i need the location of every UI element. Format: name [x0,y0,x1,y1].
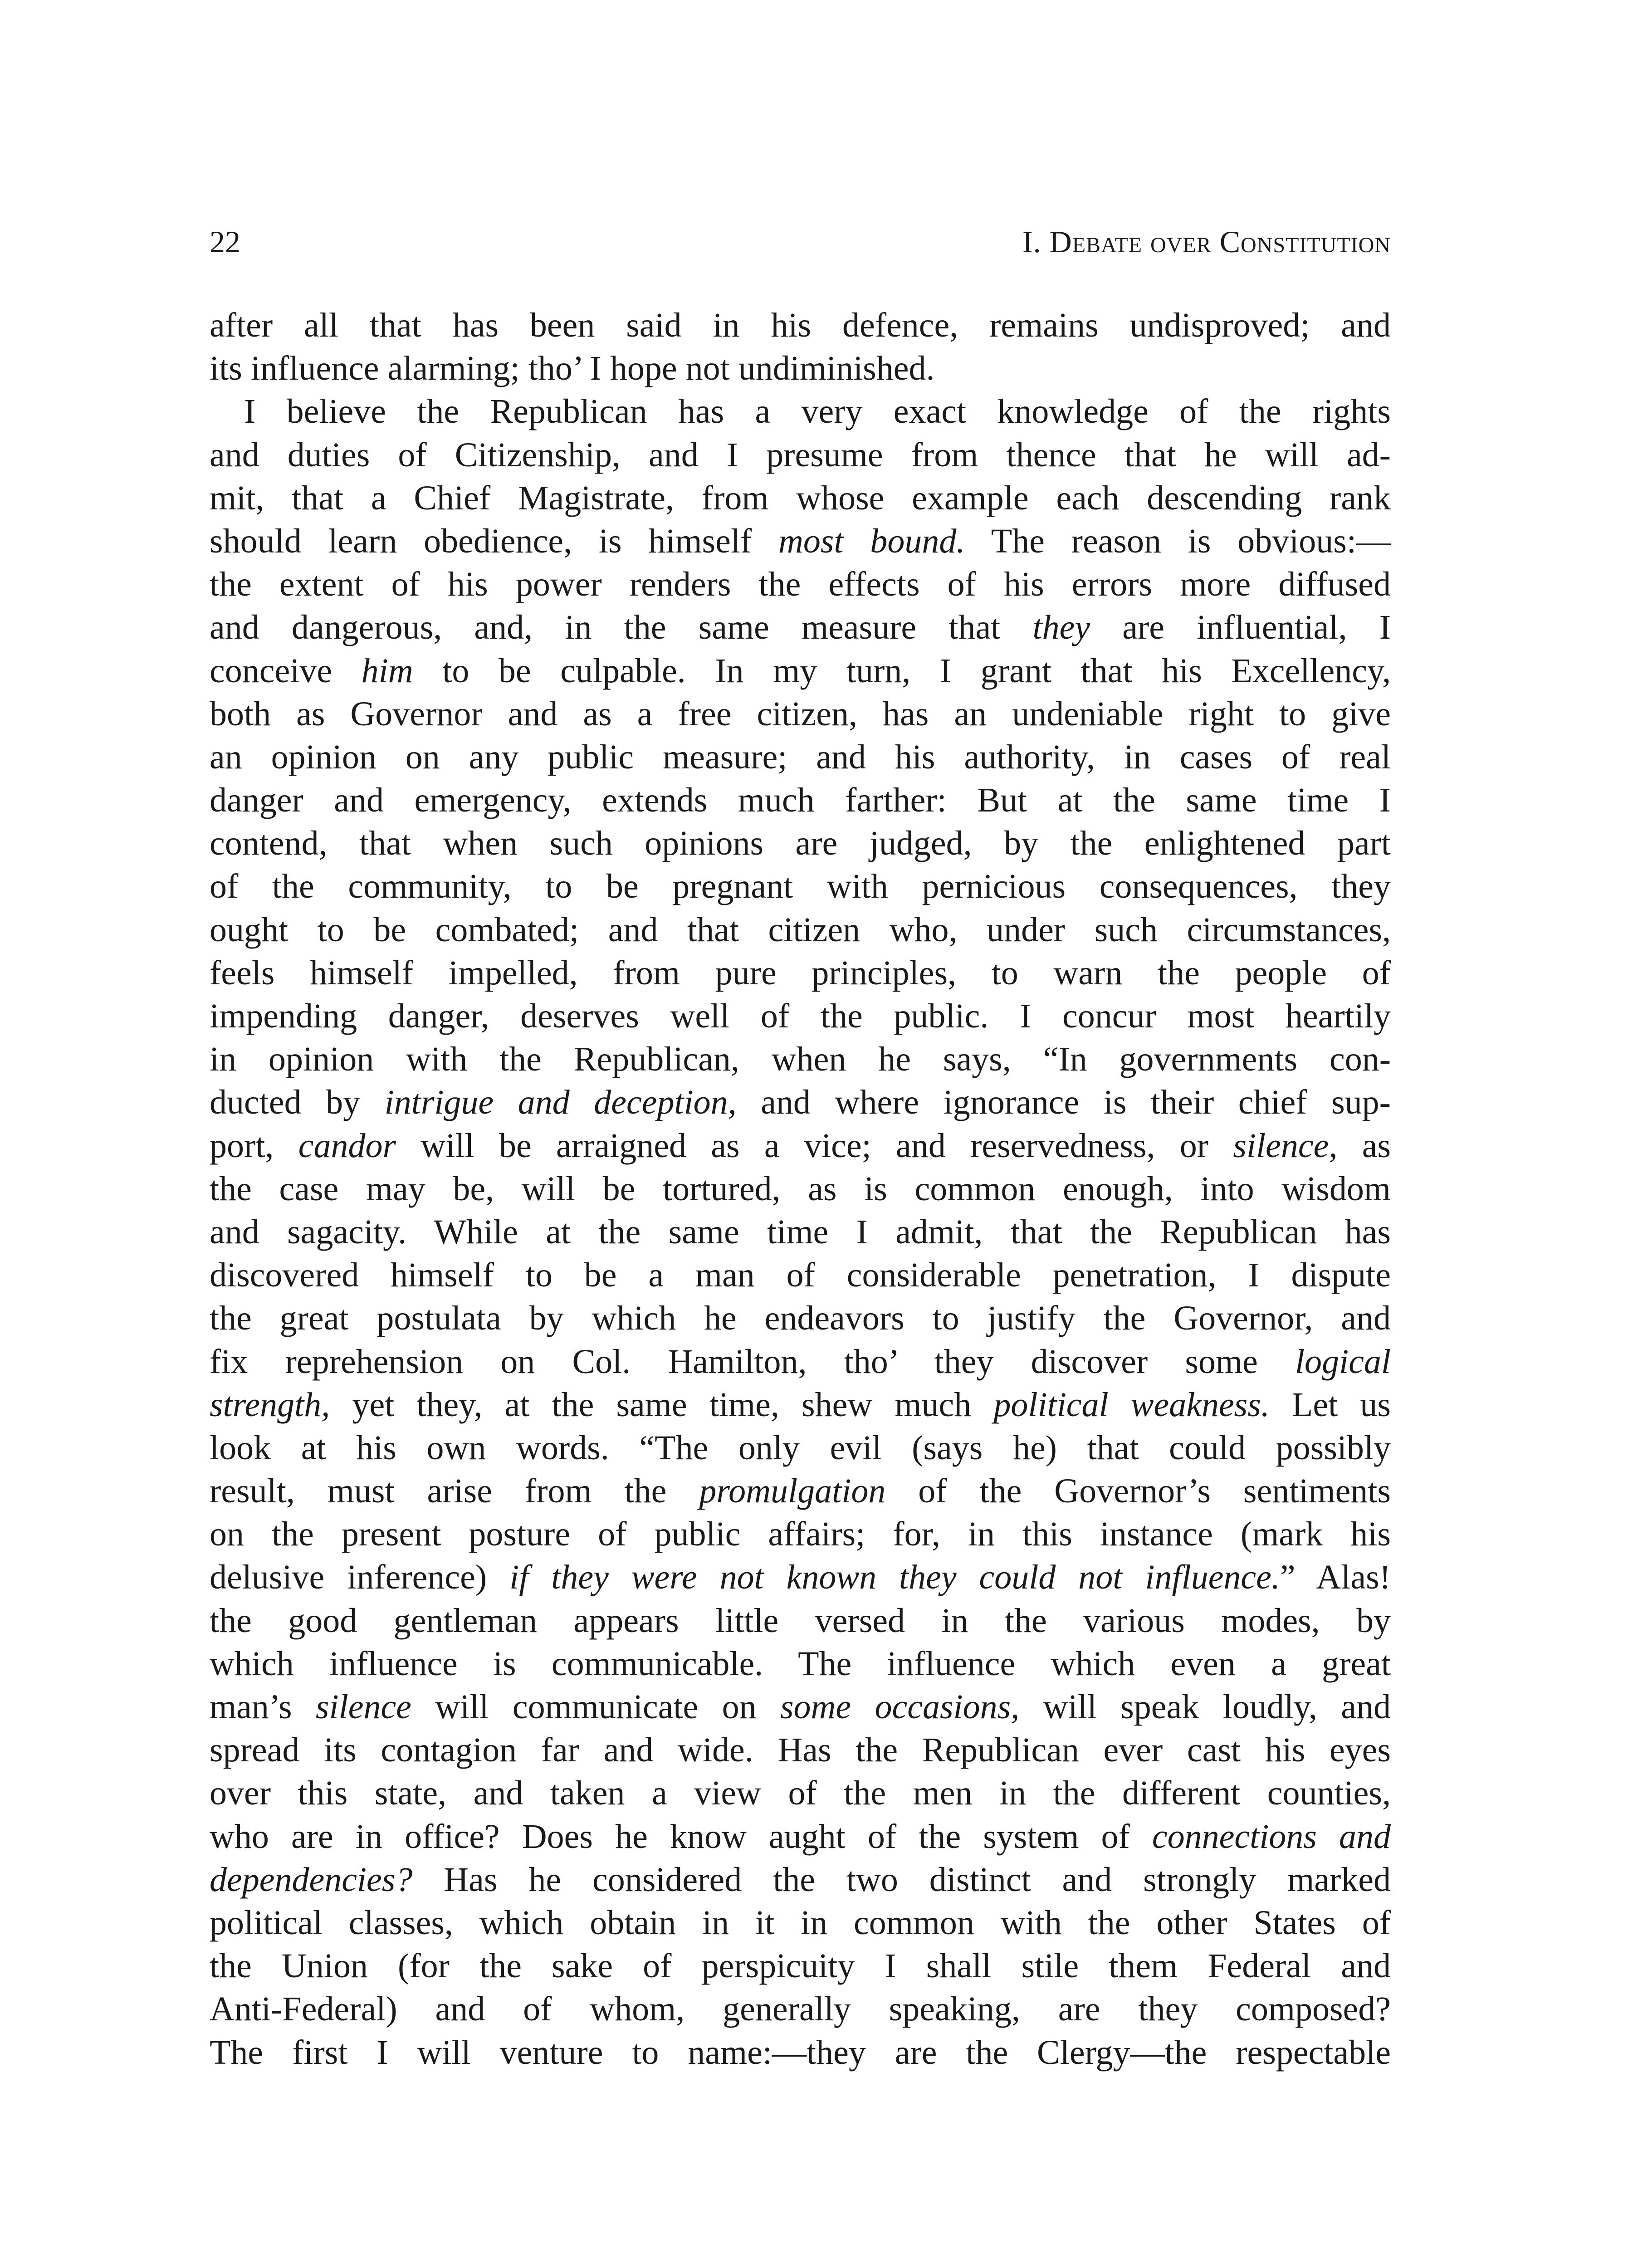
text-line: conceive him to be culpable. In my turn, I grant that his Excellency, [210,651,1391,690]
text-line: port, candor will be arraigned as a vice; and reservedness, or silence, as [210,1126,1391,1165]
text-line: the good gentleman appears little versed in the various modes, by [210,1601,1391,1640]
text-line: contend, that when such opinions are judged, by the enlightened part [210,824,1391,863]
text-line: the extent of his power renders the effects of his errors more diffused [210,565,1391,604]
text-line: spread its contagion far and wide. Has the Republican ever cast his eyes [210,1731,1391,1769]
text-line: delusive inference) if they were not known they could not influence.” Alas! [210,1558,1391,1597]
italic-text: candor [298,1126,396,1165]
text-line: Anti-Federal) and of whom, generally speaking, are they composed? [210,1990,1391,2028]
italic-text: him [361,651,413,690]
italic-text: strength, [210,1385,330,1424]
text-line: the great postulata by which he endeavors to justify the Governor, and [210,1299,1391,1338]
italic-text: intrigue and deception, [384,1083,737,1122]
text-line: on the present posture of public affairs; for, in this instance (mark his [210,1515,1391,1554]
text-line: of the community, to be pregnant with pernicious consequences, they [210,867,1391,906]
text-line: and duties of Citizenship, and I presume from thence that he will ad- [210,435,1391,474]
text-line: strength, yet they, at the same time, shew much political weakness. Let us [210,1385,1391,1424]
italic-text: if they were not known they could not influence. [509,1558,1280,1597]
text-line: political classes, which obtain in it in common with the other States of [210,1903,1391,1942]
italic-text: connections and [1152,1817,1391,1856]
text-line: dependencies? Has he considered the two distinct and strongly marked [210,1860,1391,1899]
running-head [210,221,1391,262]
text-line: which influence is communicable. The influence which even a great [210,1644,1391,1683]
text-line: fix reprehension on Col. Hamilton, tho’ they discover some logical [210,1342,1391,1381]
text-line: should learn obedience, is himself most bound. The reason is obvious:— [210,522,1391,560]
text-line: in opinion with the Republican, when he says, “In governments con- [210,1040,1391,1079]
text-line: the case may be, will be tortured, as is common enough, into wisdom [210,1169,1391,1208]
text-line: look at his own words. “The only evil (says he) that could possibly [210,1428,1391,1467]
italic-text: most bound. [778,522,965,560]
text-line: impending danger, deserves well of the public. I concur most heartily [210,997,1391,1035]
italic-text: some occasions, [780,1688,1020,1726]
text-line: an opinion on any public measure; and his authority, in cases of real [210,738,1391,776]
page-number: 22 [210,225,240,259]
italic-text: dependencies? [210,1860,413,1899]
italic-text: silence, [1233,1126,1338,1165]
text-line: result, must arise from the promulgation of the Governor’s sentiments [210,1472,1391,1510]
text-line: its influence alarming; tho’ I hope not undiminished. [210,349,935,388]
text-line: danger and emergency, extends much farther: But at the same time I [210,781,1391,820]
text-line: mit, that a Chief Magistrate, from whose example each descending rank [210,479,1391,517]
italic-text: promulgation [699,1472,886,1510]
italic-text: logical [1295,1342,1391,1381]
italic-text: silence [315,1688,411,1726]
text-line: and dangerous, and, in the same measure that they are influential, I [210,608,1391,647]
text-line: the Union (for the sake of perspicuity I shall stile them Federal and [210,1947,1391,1985]
body-text [210,304,1391,2074]
text-line: both as Governor and as a free citizen, has an undeniable right to give [210,694,1391,733]
text-line: over this state, and taken a view of the men in the different counties, [210,1774,1391,1813]
text-line: feels himself impelled, from pure principles, to warn the people of [210,953,1391,992]
text-line: ducted by intrigue and deception, and where ignorance is their chief sup- [210,1083,1391,1122]
text-line: ought to be combated; and that citizen who, under such circumstances, [210,910,1391,949]
text-line: man’s silence will communicate on some occasions, will speak loudly, and [210,1688,1391,1726]
section-title: I. Debate over Constitution [1022,225,1391,259]
text-line: The first I will venture to name:—they are the Clergy—the respectable [210,2033,1391,2072]
text-line: who are in office? Does he know aught of the system of connections and [210,1817,1391,1856]
text-line: after all that has been said in his defence, remains undisproved; and [210,306,1391,344]
text-line: and sagacity. While at the same time I admit, that the Republican has [210,1212,1391,1251]
italic-text: political weakness. [993,1385,1270,1424]
italic-text: they [1032,608,1090,647]
text-line: discovered himself to be a man of considerable penetration, I dispute [210,1256,1391,1295]
text-line: I believe the Republican has a very exact knowledge of the rights [244,392,1391,431]
